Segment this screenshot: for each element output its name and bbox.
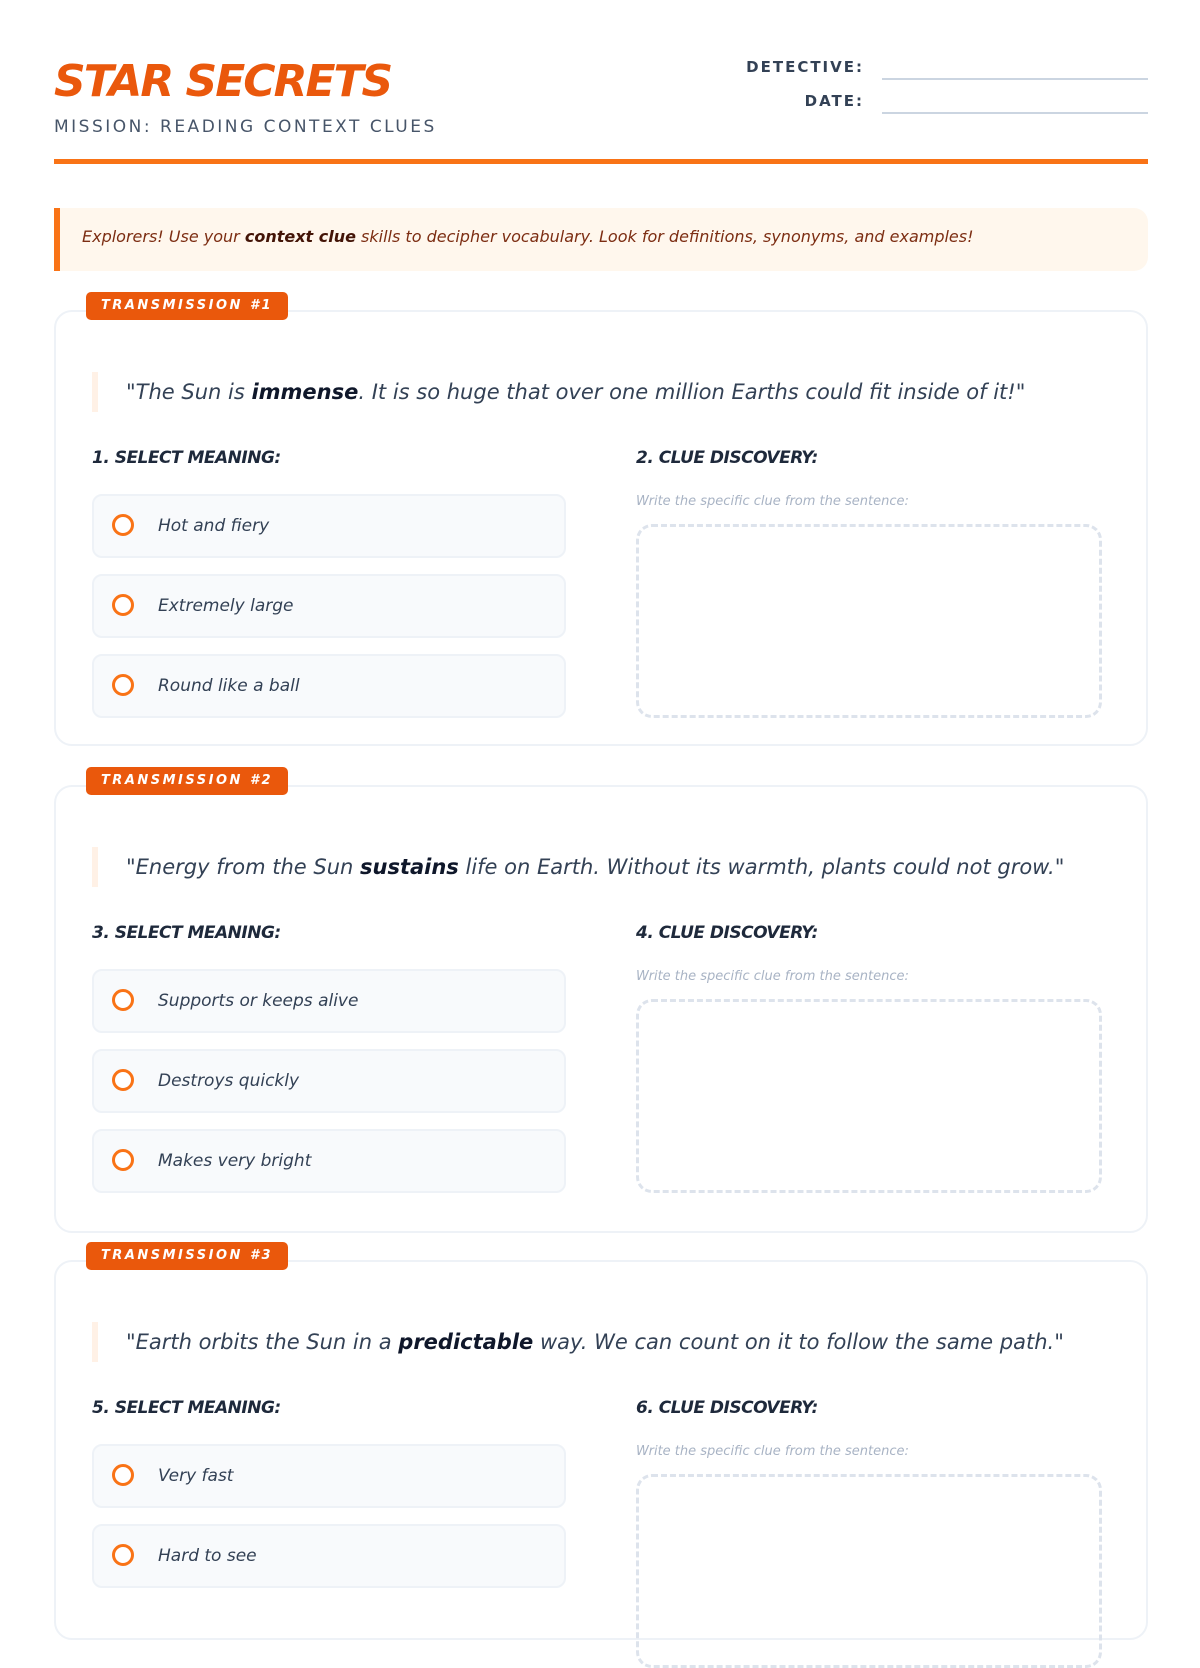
transmission-card-2 [54, 773, 1148, 1233]
quote-text: life on Earth. Without its warmth, plants could not grow." [458, 855, 1065, 879]
clue-hint: Write the specific clue from the sentence: [636, 494, 909, 509]
radio-button[interactable] [112, 1544, 134, 1566]
transmission-badge: TRANSMISSION #3 [86, 1242, 288, 1270]
option-label: Hot and fiery [158, 516, 270, 536]
student-info [728, 54, 1148, 122]
select-meaning-heading: 5. SELECT MEANING: [92, 1398, 281, 1418]
clue-discovery-heading: 4. CLUE DISCOVERY: [636, 923, 818, 943]
option-label: Extremely large [158, 596, 294, 616]
quote-text: . It is so huge that over one million Earths could fit inside of it!" [358, 380, 1026, 404]
clue-hint: Write the specific clue from the sentence: [636, 969, 909, 984]
date-label: DATE: [804, 92, 864, 110]
worksheet [54, 0, 1148, 1600]
header-divider [54, 159, 1148, 164]
clue-answer-box[interactable] [636, 1474, 1102, 1668]
radio-button[interactable] [112, 989, 134, 1011]
passage-quote [92, 1322, 1092, 1362]
quote-text: way. We can count on it to follow the same path." [533, 1330, 1064, 1354]
clue-answer-box[interactable] [636, 999, 1102, 1193]
radio-button[interactable] [112, 1069, 134, 1091]
quote-text: "Energy from the Sun [126, 855, 360, 879]
quote-text: "Earth orbits the Sun in a [126, 1330, 399, 1354]
vocab-word: sustains [360, 855, 459, 879]
intro-text-end: skills to decipher vocabulary. Look for definitions, synonyms, and examples! [355, 227, 974, 246]
answer-option[interactable] [92, 969, 566, 1033]
clue-discovery-heading: 2. CLUE DISCOVERY: [636, 448, 818, 468]
option-label: Makes very bright [158, 1151, 312, 1171]
option-label: Round like a ball [158, 676, 300, 696]
radio-button[interactable] [112, 1464, 134, 1486]
transmission-badge: TRANSMISSION #1 [86, 292, 288, 320]
intro-text-bold: context clue [244, 227, 356, 246]
radio-button[interactable] [112, 1149, 134, 1171]
clue-hint: Write the specific clue from the sentence: [636, 1444, 909, 1459]
intro-banner [54, 208, 1148, 271]
date-row [728, 88, 1148, 122]
passage-quote [92, 372, 1092, 412]
select-meaning-heading: 3. SELECT MEANING: [92, 923, 281, 943]
transmission-badge: TRANSMISSION #2 [86, 767, 288, 795]
date-field[interactable] [882, 112, 1148, 114]
answer-option[interactable] [92, 574, 566, 638]
answer-option[interactable] [92, 654, 566, 718]
vocab-word: predictable [398, 1330, 534, 1354]
radio-button[interactable] [112, 514, 134, 536]
select-meaning-heading: 1. SELECT MEANING: [92, 448, 281, 468]
option-label: Hard to see [158, 1546, 257, 1566]
radio-button[interactable] [112, 674, 134, 696]
passage-quote [92, 847, 1092, 887]
clue-discovery-heading: 6. CLUE DISCOVERY: [636, 1398, 818, 1418]
intro-text-start: Explorers! Use your [82, 227, 245, 246]
transmission-card-1 [54, 298, 1148, 746]
answer-option[interactable] [92, 1524, 566, 1588]
mission-subtitle: MISSION: READING CONTEXT CLUES [54, 117, 437, 137]
option-label: Supports or keeps alive [158, 991, 359, 1011]
answer-option[interactable] [92, 1129, 566, 1193]
answer-option[interactable] [92, 1049, 566, 1113]
detective-label: DETECTIVE: [746, 58, 864, 76]
page-title: STAR SECRETS [54, 56, 392, 107]
detective-field[interactable] [882, 78, 1148, 80]
option-label: Destroys quickly [158, 1071, 300, 1091]
transmission-card-3 [54, 1248, 1148, 1640]
vocab-word: immense [251, 380, 359, 404]
clue-answer-box[interactable] [636, 524, 1102, 718]
option-label: Very fast [158, 1466, 234, 1486]
detective-row [728, 54, 1148, 88]
radio-button[interactable] [112, 594, 134, 616]
answer-option[interactable] [92, 1444, 566, 1508]
quote-text: "The Sun is [126, 380, 252, 404]
answer-option[interactable] [92, 494, 566, 558]
